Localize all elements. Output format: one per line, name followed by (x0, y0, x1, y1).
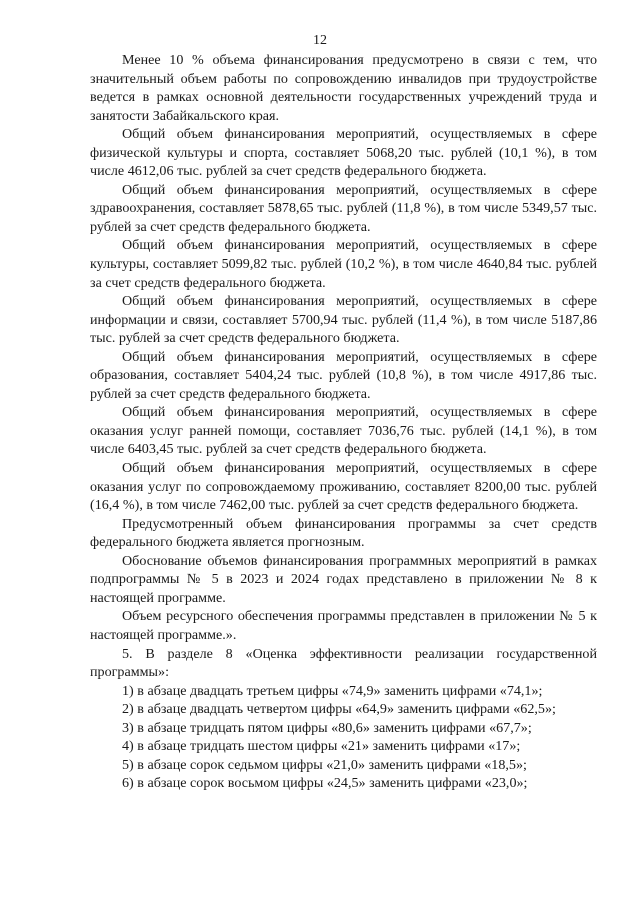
paragraph-information-funding: Общий объем финансирования мероприятий, осуществляемых в сфере информации и связи, составляет 5700,94 тыс. рублей (11,4 %), в том числе 5187,86 тыс. рублей за счет средств федерального бюджета. (90, 293, 597, 347)
paragraph-forecast-note: Предусмотренный объем финансирования программы за счет средств федерального бюджета является прогнозным. (90, 515, 597, 551)
paragraph-education-funding: Общий объем финансирования мероприятий, осуществляемых в сфере образования, составляет 5404,24 тыс. рублей (10,8 %), в том числе 4917,86 тыс. рублей за счет средств федерального бюджета. (90, 348, 597, 402)
amendment-item-1: 1) в абзаце двадцать третьем цифры «74,9» заменить цифрами «74,1»; (122, 682, 543, 699)
page-number: 12 (313, 33, 327, 48)
paragraph-justification-note: Обоснование объемов финансирования программных мероприятий в рамках подпрограммы № 5 в 2023 и 2024 годах представлено в приложении № 8 к настоящей программе. (90, 552, 597, 606)
amendment-item-6: 6) в абзаце сорок восьмом цифры «24,5» заменить цифрами «23,0»; (122, 775, 528, 792)
amendment-item-4: 4) в абзаце тридцать шестом цифры «21» заменить цифрами «17»; (122, 738, 521, 755)
document-body (90, 51, 597, 793)
amendment-item-2: 2) в абзаце двадцать четвертом цифры «64,9» заменить цифрами «62,5»; (122, 701, 556, 718)
paragraph-resources-note: Объем ресурсного обеспечения программы представлен в приложении № 5 к настоящей программе.». (90, 608, 597, 643)
paragraph-health-funding: Общий объем финансирования мероприятий, осуществляемых в сфере здравоохранения, составляет 5878,65 тыс. рублей (11,8 %), в том числе 5349,57 тыс. рублей за счет средств федерального бюджета. (90, 181, 597, 235)
paragraph-section-8-heading: 5. В разделе 8 «Оценка эффективности реализации государственной программы»: (90, 645, 597, 681)
paragraph-sport-funding: Общий объем финансирования мероприятий, осуществляемых в сфере физической культуры и спорта, составляет 5068,20 тыс. рублей (10,1 %), в том числе 4612,06 тыс. рублей за счет средств федерального бюджета. (90, 126, 597, 180)
amendment-item-5: 5) в абзаце сорок седьмом цифры «21,0» заменить цифрами «18,5»; (122, 756, 527, 773)
paragraph-culture-funding: Общий объем финансирования мероприятий, осуществляемых в сфере культуры, составляет 5099,82 тыс. рублей (10,2 %), в том числе 4640,84 тыс. рублей за счет средств федерального бюджета. (90, 237, 597, 291)
paragraph-employment-note: Менее 10 % объема финансирования предусмотрено в связи с тем, что значительный объем работы по сопровождению инвалидов при трудоустройстве ведется в рамках основной деятельности государственных учреждений труда и занятости Забайкальского края. (90, 52, 597, 124)
amendment-item-3: 3) в абзаце тридцать пятом цифры «80,6» заменить цифрами «67,7»; (122, 719, 532, 736)
paragraph-early-help-funding: Общий объем финансирования мероприятий, осуществляемых в сфере оказания услуг ранней помощи, составляет 7036,76 тыс. рублей (14,1 %), в том числе 6403,45 тыс. рублей за счет средств федерального бюджета. (90, 404, 597, 458)
paragraph-supported-living-funding: Общий объем финансирования мероприятий, осуществляемых в сфере оказания услуг по сопровождаемому проживанию, составляет 8200,00 тыс. рублей (16,4 %), в том числе 7462,00 тыс. рублей за счет средств федерального бюджета. (90, 460, 597, 514)
